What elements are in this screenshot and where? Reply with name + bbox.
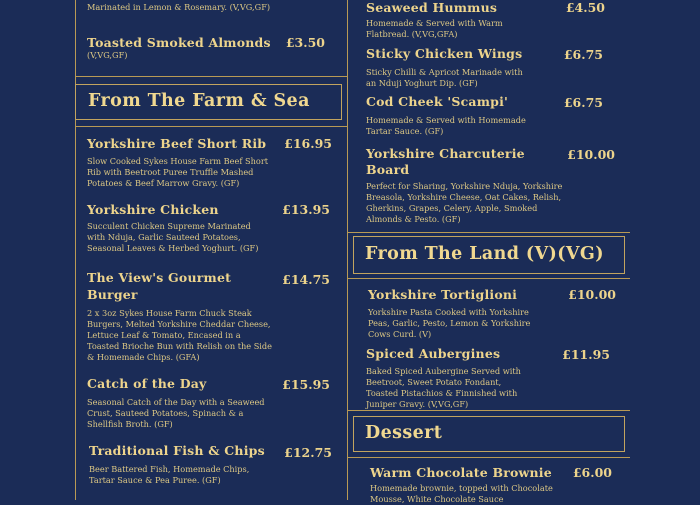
menu-item-price: £10.00 — [568, 287, 616, 302]
menu-item-price: £14.75 — [282, 272, 330, 287]
menu-item-description: Beer Battered Fish, Homemade Chips, Tartar Sauce & Pea Puree. (GF) — [89, 464, 250, 485]
section-header-dessert — [353, 416, 625, 452]
menu-item-name: Spiced Aubergines — [366, 346, 501, 361]
menu-item-description: Succulent Chicken Supreme Marinated with Nduja, Garlic Sauteed Potatoes, Seasonal Leaves & Herbed Yoghurt. (GF) — [87, 221, 259, 253]
left-section-rule — [75, 126, 347, 127]
right-dessert-rule-bottom — [347, 457, 630, 458]
right-dessert-rule-top — [347, 410, 630, 411]
menu-item-name-line2: Burger — [87, 287, 138, 302]
menu-item-description: Homemade & Served with Warm Flatbread. (V,VG,GFA) — [366, 18, 503, 39]
menu-item-price: £15.95 — [282, 377, 330, 392]
section-title: Dessert — [365, 423, 443, 443]
menu-item-name: Seaweed Hummus — [366, 0, 498, 15]
menu-item-name-line2: Board — [366, 162, 410, 177]
menu-item-price: £3.50 — [285, 35, 325, 50]
menu-item-price: £6.75 — [563, 95, 603, 110]
menu-item-description: Seasonal Catch of the Day with a Seaweed Crust, Sauteed Potatoes, Spinach & a Shellfish Broth. (GF) — [87, 397, 265, 429]
section-title: From The Farm & Sea — [88, 91, 310, 111]
menu-item-name: Catch of the Day — [87, 376, 207, 391]
menu-item-price: £6.75 — [563, 47, 603, 62]
menu-item-name: The View's Gourmet — [87, 270, 232, 285]
menu-item-name: Yorkshire Tortiglioni — [368, 287, 518, 302]
menu-item-description: (V,VG,GF) — [87, 50, 128, 60]
menu-item-price: £13.95 — [282, 202, 330, 217]
menu-item-name: Toasted Smoked Almonds — [87, 35, 271, 50]
column-divider-left — [75, 0, 76, 500]
partial-item-description: Marinated in Lemon & Rosemary. (V,VG,GF) — [87, 2, 271, 12]
right-land-rule-top — [347, 232, 630, 233]
section-header-from-the-land — [353, 236, 625, 274]
menu-item-description: Sticky Chilli & Apricot Marinade with an Nduji Yoghurt Dip. (GF) — [366, 67, 523, 88]
menu-item-price: £12.75 — [284, 445, 332, 460]
menu-item-name: Sticky Chicken Wings — [366, 46, 523, 61]
menu-item-price: £16.95 — [284, 136, 332, 151]
column-divider-center — [347, 0, 348, 500]
menu-item-description: Homemade & Served with Homemade Tartar Sauce. (GF) — [366, 115, 526, 136]
menu-item-name: Cod Cheek 'Scampi' — [366, 94, 509, 109]
menu-item-description: Perfect for Sharing, Yorkshire Nduja, Yorkshire Breasola, Yorkshire Cheese, Oat Cakes, Relish, Gherkins, Grapes, Celery, Apple, Smoked Almonds & Pesto. (GF) — [366, 181, 563, 224]
menu-item-description: Homemade brownie, topped with Chocolate Mousse, White Chocolate Sauce — [370, 483, 553, 504]
menu-item-price: £4.50 — [565, 0, 605, 15]
right-land-rule-bottom — [347, 278, 630, 279]
menu-item-description: Slow Cooked Sykes House Farm Beef Short Rib with Beetroot Puree Truffle Mashed Potatoes & Beef Marrow Gravy. (GF) — [87, 156, 269, 188]
menu-item-price: £11.95 — [562, 347, 610, 362]
menu-item-description: 2 x 3oz Sykes House Farm Chuck Steak Burgers, Melted Yorkshire Cheddar Cheese, Lettuce Leaf & Tomato, Encased in a Toasted Brioche Bun with Relish on the Side & Homemade Chips. (GFA) — [87, 308, 273, 362]
menu-item-name: Warm Chocolate Brownie — [370, 465, 552, 480]
menu-item-name: Yorkshire Charcuterie — [366, 146, 525, 161]
menu-item-name: Traditional Fish & Chips — [89, 443, 265, 458]
menu-item-name: Yorkshire Chicken — [87, 202, 219, 217]
left-top-rule — [75, 76, 347, 77]
menu-item-price: £6.00 — [572, 465, 612, 480]
menu-item-description: Yorkshire Pasta Cooked with Yorkshire Peas, Garlic, Pesto, Lemon & Yorkshire Cows Curd. (V) — [368, 307, 531, 339]
menu-item-price: £10.00 — [567, 147, 615, 162]
section-title: From The Land (V)(VG) — [365, 244, 604, 264]
section-header-farm-sea — [75, 84, 342, 120]
menu-item-description: Baked Spiced Aubergine Served with Beetroot, Sweet Potato Fondant, Toasted Pistachios & Finnished with Juniper Gravy. (V,VG,GF) — [366, 366, 521, 409]
menu-item-name: Yorkshire Beef Short Rib — [87, 136, 267, 151]
